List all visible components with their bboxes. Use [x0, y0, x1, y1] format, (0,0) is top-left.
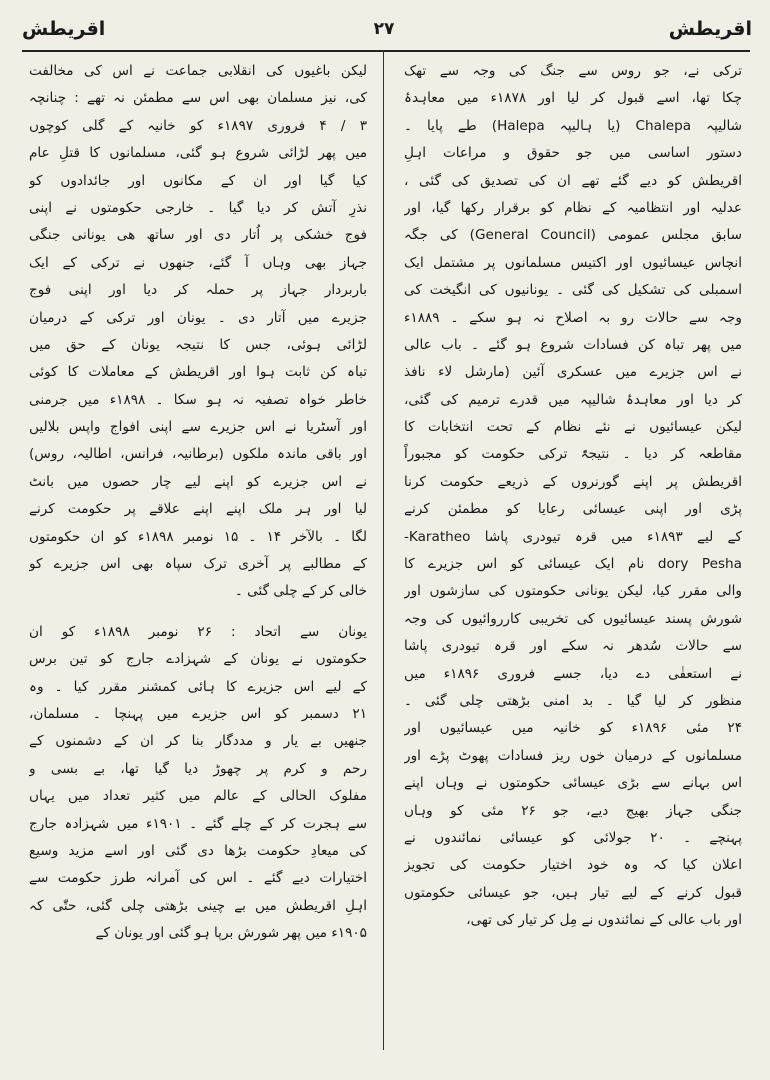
text-line: انچاس عیسائیوں اور اکتیس مسلمانوں پر مشتمل ایک — [404, 254, 742, 271]
column-divider — [383, 50, 384, 1050]
running-title-left: اقریطش — [22, 18, 106, 40]
text-line: پڑی اور اپنی عیسائی رعایا کو مطمئن کرنے — [404, 501, 742, 518]
text-line: سے حالات سُدھر نہ سکے اور قرہ تیودری پاشا — [404, 638, 742, 655]
text-line: کے لیے اس جزیرے کا ہائی کمشنر مقرر کیا ۔ وہ — [29, 678, 367, 695]
left-column-section-2 — [29, 619, 367, 948]
text-line: اختیارات دیے گئے ۔ اس کی آمرانہ طرز حکومت سے — [29, 870, 367, 887]
text-line: لیکن باغیوں کی انقلابی جماعت نے اس کی مخالفت — [29, 63, 367, 79]
text-line: پہنچے ۔ ۲۰ جولائی کو عیسائی نمائندوں نے — [404, 829, 742, 846]
text-line: ۲۱ دسمبر کو اس جزیرے میں پہنچا ۔ مسلمان، — [29, 705, 367, 722]
text-line: شورش پسند عیسائیوں کی تخریبی کارروائیوں کی وجہ — [404, 610, 742, 627]
text-line: لیکن عیسائیوں نے نئے نظام کے تحت انتخابات کا — [404, 419, 742, 436]
text-line: مفلوک الحالی کے عالم میں کثیر تعداد میں یہاں — [29, 788, 367, 805]
text-line: چکا تھا، اسے قبول کر لیا اور ۱۸۷۸ء میں معاہدۂ — [404, 90, 742, 107]
text-line: ۳ / ۴ فروری ۱۸۹۷ء کو خانیہ کے گلی کوچوں — [29, 117, 367, 134]
text-line: ۱۹۰۵ء میں پھر شورش برپا ہو گئی اور یونان کے — [95, 925, 367, 942]
text-line: مقاطعہ کر دیا ۔ نتیجۃً ترکی حکومت کو مجبوراً — [404, 446, 742, 463]
text-line: میں پھر تباہ کن فسادات شروع ہو گئے ۔ باب عالی — [404, 336, 742, 353]
text-line: لڑائی ہوئی، جس کا نتیجہ یونان کے حق میں — [29, 336, 367, 353]
text-line: جزیرے میں آتار دی ۔ یونان اور ترکی کے درمیان — [29, 309, 367, 326]
text-line: لگا ۔ بالآخر ۱۴ ۔ ۱۵ نومبر ۱۸۹۸ء کو ان حکومتوں — [29, 528, 367, 545]
text-line: ترکی نے، جو روس سے جنگ کی وجہ سے تھک — [404, 63, 742, 79]
text-line: اور باقی ماندہ ملکوں (برطانیہ، فرانس، اطالیہ، روس) — [29, 446, 367, 463]
text-line: جنگی جہاز بھیج دیے، جو ۲۶ مئی کو وہاں — [404, 802, 742, 819]
text-line: کر دیا اور معاہدۂ شالیپہ میں قدرے ترمیم کی گئی، — [404, 391, 742, 408]
text-line: کے لیے ۱۸۹۳ء میں قرہ تیودری پاشا Karatheo- — [404, 528, 742, 545]
text-line: کے مطالبے پر آخری ترک سپاہ بھی اس جزیرے کو — [29, 556, 367, 573]
text-line: دستور اساسی میں جو حقوق و مراعات اہلِ — [404, 145, 742, 162]
text-line: جنھیں بے یار و مددگار بنا کر ان کے دشمنوں کے — [29, 733, 367, 750]
text-line: اسمبلی کی تشکیل کی گئی ۔ یونانیوں کی انگیخت کی — [404, 282, 742, 299]
text-line: اقریطش کو دیے گئے تھے ان کی تصدیق کی گئی ، — [404, 172, 742, 189]
text-line: میں پھر لڑائی شروع ہو گئی، مسلمانوں کا قتلِ عام — [29, 145, 367, 162]
running-title-right: اقریطش — [668, 18, 752, 40]
text-line: اہلِ اقریطش میں بے چینی بڑھتی چلی گئی، حتّٰی کہ — [29, 897, 367, 914]
text-line: فوج خشکی پر اُتار دی اور ساتھ ھی یونانی جنگی — [29, 227, 367, 244]
text-line: سابق مجلس عمومی (General Council) کی جگہ — [404, 227, 742, 244]
text-line: قبول کرنے کے لیے تیار ہیں، جو عیسائی حکومتوں — [404, 884, 742, 901]
right-column — [404, 58, 742, 935]
text-line: وجہ سے حالات رو بہ اصلاح نہ ہو سکے ۔ ۱۸۸۹ء — [404, 309, 742, 326]
text-line: لیا اور ہر ملک اپنے اپنے علاقے پر حکومت کرنے — [29, 501, 367, 518]
text-line: اعلان کیا کہ وہ خود اختیار حکومت کی تجویز — [404, 857, 742, 874]
header-rule — [22, 50, 750, 52]
left-column — [29, 58, 367, 948]
text-line: ۲۴ مئی ۱۸۹۶ء کو خانیہ میں عیسائیوں اور — [404, 720, 742, 737]
page-number: ۲۷ — [373, 19, 395, 39]
text-line: باربردار جہاز پر حملہ کر دیا اور اپنی فوج — [29, 282, 367, 299]
text-line: نے اس جزیرے کو اپنے لیے چار حصوں میں بانٹ — [29, 473, 367, 490]
text-line: نے اس جزیرے میں عسکری آئین (مارشل لاء نافذ — [404, 364, 742, 381]
text-line: عدلیہ اور انتظامیہ کے نظام کو برقرار رکھا گیا، اور — [404, 199, 742, 216]
text-line: نذرِ آتش کر دیا گیا ۔ خارجی حکومتوں نے اپنی — [29, 199, 367, 216]
text-line: سے ہجرت کر کے چلے گئے ۔ ۱۹۰۱ء میں شہزادہ جارج — [29, 815, 367, 832]
text-line: کیا گیا اور ان کے مکانوں اور جائدادوں کو — [29, 172, 367, 189]
text-line: اس بہانے سے بڑی عیسائی حکومتوں نے وہاں اپنے — [404, 775, 742, 792]
text-line: شالیپہ Chalepa (یا ہالیپہ Halepa) طے پایا ۔ — [404, 117, 742, 134]
page-header — [22, 14, 752, 44]
text-line: حکومتوں نے یونان کے شہزادے جارج کو تین برس — [29, 651, 367, 668]
text-line: dory Pesha نام ایک عیسائی کو اس جزیرے کا — [404, 556, 742, 573]
text-line: رحم و کرم پر چھوڑ دیا گیا تھا، بے بسی و — [29, 760, 367, 777]
text-line: کی، نیز مسلمان بھی اس سے مطمئن نہ تھے : چنانچہ — [29, 90, 367, 107]
text-line: یونان سے اتحاد : ۲۶ نومبر ۱۸۹۸ء کو ان — [29, 623, 367, 640]
text-line: خاطر خواہ تصفیہ نہ ہو سکا ۔ ۱۸۹۸ء میں جرمنی — [29, 391, 367, 408]
text-line: اور آسٹریا نے اس جزیرے سے اپنی افواج واپس بلالیں — [29, 419, 367, 436]
text-line: نے استعفٰی دے دیا، جسے فروری ۱۸۹۶ء میں — [404, 665, 742, 682]
text-line: خالی کر کے چلی گئی ۔ — [234, 583, 367, 600]
section-gap — [29, 606, 367, 619]
text-line: اقریطش پر اپنے گورنروں کے ذریعے حکومت کرنا — [404, 473, 742, 490]
text-line: تباہ کن ثابت ہوا اور اقریطش کے معاملات کا کوئی — [29, 364, 367, 381]
text-line: جہاز بھی وہاں آ گئے، جنھوں نے ترکی کے ایک — [29, 254, 367, 271]
text-line: اور باب عالی کے نمائندوں نے مِل کر تیار کی تھی، — [466, 912, 742, 929]
left-column-section-1 — [29, 58, 367, 606]
text-line: کی میعادِ حکومت بڑھا دی گئی اور اسے مزید وسیع — [29, 842, 367, 859]
text-line: والی مقرر کیا، لیکن یونانی حکومتوں کی سازشوں اور — [404, 583, 742, 600]
text-line: منظور کر لیا گیا ۔ بد امنی بڑھتی چلی گئی ۔ — [404, 692, 742, 709]
text-line: مسلمانوں کے درمیان خوں ریز فسادات پھوٹ پڑے اور — [404, 747, 742, 764]
